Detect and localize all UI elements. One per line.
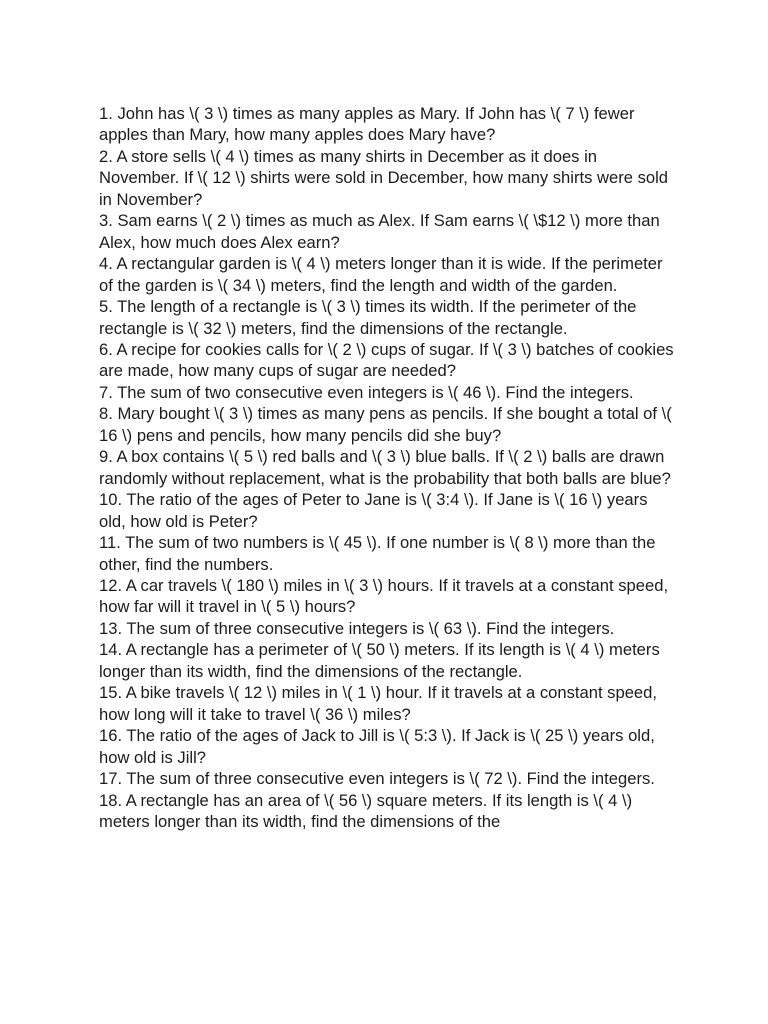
problem-6: 6. A recipe for cookies calls for \( 2 \) cups of sugar. If \( 3 \) batches of cookies are made, how many cups of sugar are needed? [99,339,674,381]
problem-15: 15. A bike travels \( 12 \) miles in \( 1 \) hour. If it travels at a constant speed, how long will it take to travel \( 36 \) miles? [99,683,657,724]
problem-5: 5. The length of a rectangle is \( 3 \) times its width. If the perimeter of the rectangle is \( 32 \) meters, find the dimensions of the rectangle. [99,297,637,338]
problem-16: 16. The ratio of the ages of Jack to Jill is \( 5:3 \). If Jack is \( 25 \) years old, how old is Jill? [99,726,655,767]
problem-14: 14. A rectangle has a perimeter of \( 50 \) meters. If its length is \( 4 \) meters longer than its width, find the dimensions of the rectangle. [99,640,660,681]
problem-12: 12. A car travels \( 180 \) miles in \( 3 \) hours. If it travels at a constant speed, how far will it travel in \( 5 \) hours? [99,575,669,617]
problem-9: 9. A box contains \( 5 \) red balls and \( 3 \) blue balls. If \( 2 \) balls are drawn randomly without replacement, what is the probability that both balls are blue? [99,447,671,488]
problem-8: 8. Mary bought \( 3 \) times as many pens as pencils. If she bought a total of \( 16 \) pens and pencils, how many pencils did she buy? [99,404,672,445]
problem-3: 3. Sam earns \( 2 \) times as much as Alex. If Sam earns \( \$12 \) more than Alex, how much does Alex earn? [99,211,660,252]
problem-list [99,103,674,832]
problem-18: 18. A rectangle has an area of \( 56 \) square meters. If its length is \( 4 \) meters longer than its width, find the dimensions of the [99,790,633,831]
problem-11: 11. The sum of two numbers is \( 45 \). If one number is \( 8 \) more than the other, find the numbers. [99,533,656,574]
problem-7: 7. The sum of two consecutive even integers is \( 46 \). Find the integers. [99,382,634,402]
problem-4: 4. A rectangular garden is \( 4 \) meters longer than it is wide. If the perimeter of the garden is \( 34 \) meters, find the length and width of the garden. [99,254,663,295]
problem-1: 1. John has \( 3 \) times as many apples as Mary. If John has \( 7 \) fewer apples than Mary, how many apples does Mary have? [99,104,635,145]
problem-13: 13. The sum of three consecutive integers is \( 63 \). Find the integers. [99,618,615,638]
problem-10: 10. The ratio of the ages of Peter to Jane is \( 3:4 \). If Jane is \( 16 \) years old, how old is Peter? [99,490,648,531]
problem-17: 17. The sum of three consecutive even integers is \( 72 \). Find the integers. [99,769,655,789]
problem-2: 2. A store sells \( 4 \) times as many shirts in December as it does in November. If \( 12 \) shirts were sold in December, how many shirts were sold in November? [99,146,669,209]
